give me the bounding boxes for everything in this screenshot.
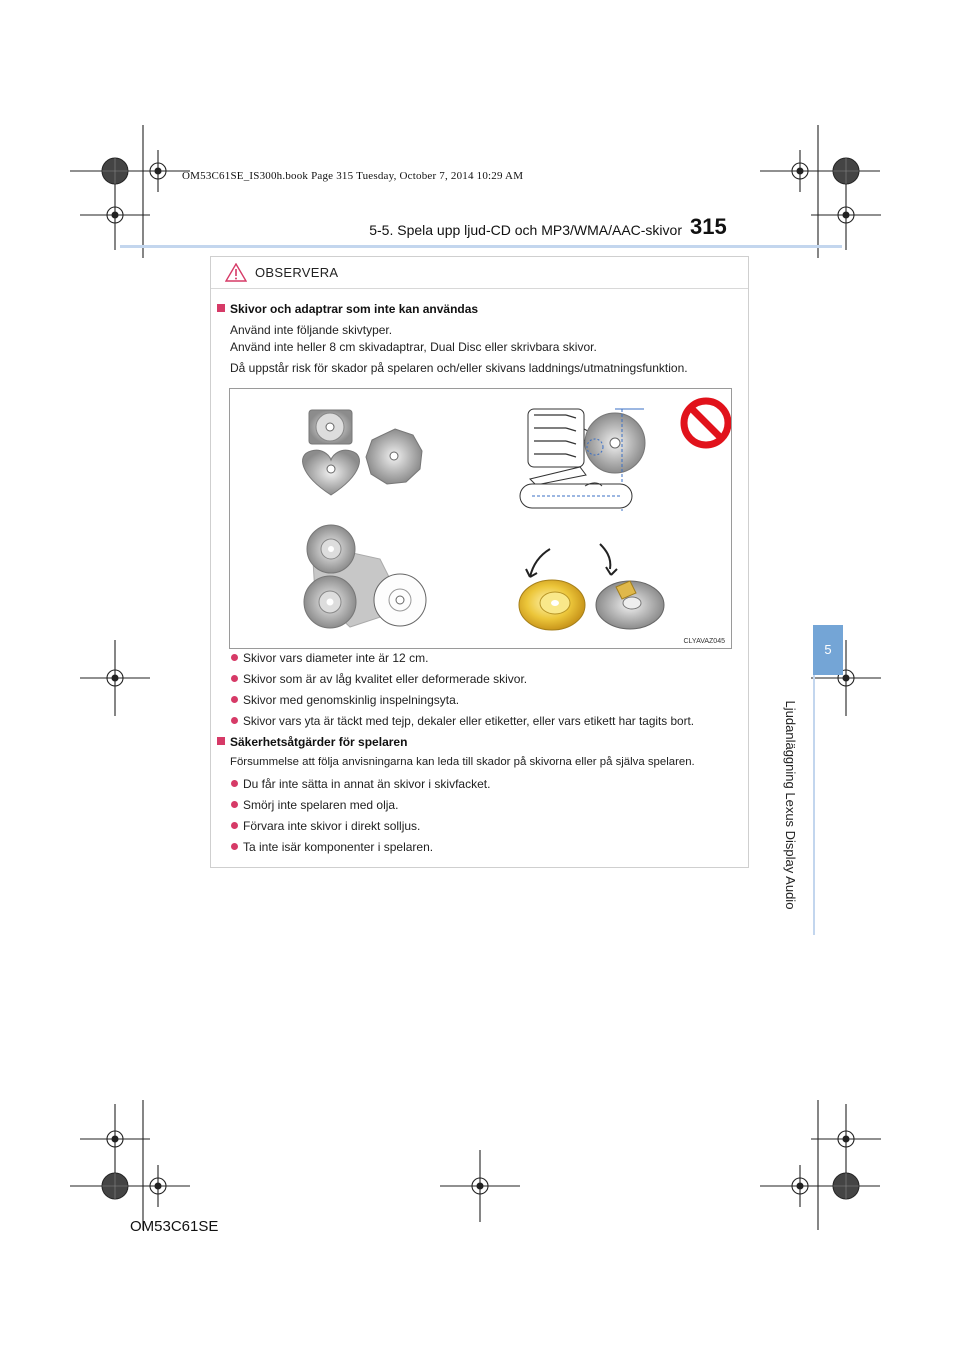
body-line: Använd inte följande skivtyper. bbox=[230, 323, 393, 337]
round-bullet-icon bbox=[231, 717, 238, 724]
bullet-text: Förvara inte skivor i direkt solljus. bbox=[243, 819, 421, 833]
adapter-discs-icon bbox=[304, 525, 426, 628]
bullet-item bbox=[231, 693, 459, 707]
bullet-item bbox=[231, 798, 398, 812]
bullet-item bbox=[231, 840, 433, 854]
bullet-text: Skivor vars yta är täckt med tejp, dekaler eller etiketter, eller vars etikett har tagits bort. bbox=[243, 714, 695, 728]
round-bullet-icon bbox=[231, 780, 238, 787]
chapter-tab: 5 bbox=[813, 625, 843, 675]
section-heading-text: Skivor och adaptrar som inte kan användas bbox=[230, 302, 479, 316]
bullet-text: Skivor med genomskinlig inspelningsyta. bbox=[243, 693, 460, 707]
bullet-item bbox=[231, 651, 428, 665]
footer-code: OM53C61SE bbox=[130, 1218, 219, 1235]
body-line: Försummelse att följa anvisningarna kan leda till skador på skivorna eller på själva spelaren. bbox=[230, 756, 695, 768]
square-bullet-icon bbox=[217, 304, 225, 312]
round-bullet-icon bbox=[231, 675, 238, 682]
section-heading bbox=[217, 735, 407, 749]
caution-box bbox=[210, 256, 749, 868]
section-heading-text: Säkerhetsåtgärder för spelaren bbox=[230, 735, 408, 749]
taped-disc-icon bbox=[596, 544, 664, 629]
section-heading bbox=[217, 302, 478, 316]
bullet-item bbox=[231, 714, 694, 728]
caution-header bbox=[211, 257, 748, 289]
bullet-item bbox=[231, 819, 420, 833]
prohibited-sign-icon bbox=[684, 401, 728, 445]
round-bullet-icon bbox=[231, 654, 238, 661]
polygon-disc-icon bbox=[366, 429, 422, 484]
bullet-text: Ta inte isär komponenter i spelaren. bbox=[243, 840, 434, 854]
heart-disc-icon bbox=[303, 450, 360, 495]
round-bullet-icon bbox=[231, 822, 238, 829]
warning-triangle-icon bbox=[225, 263, 247, 282]
print-info: OM53C61SE_IS300h.book Page 315 Tuesday, October 7, 2014 10:29 AM bbox=[182, 170, 524, 182]
round-bullet-icon bbox=[231, 843, 238, 850]
body-line: Använd inte heller 8 cm skivadaptrar, Dual Disc eller skrivbara skivor. bbox=[230, 340, 597, 354]
header-rule bbox=[120, 245, 842, 248]
page-number: 315 bbox=[690, 214, 727, 239]
bullet-text: Du får inte sätta in annat än skivor i skivfacket. bbox=[243, 777, 491, 791]
square-bullet-icon bbox=[217, 737, 225, 745]
bullet-item bbox=[231, 777, 490, 791]
figure-id: CLYAVAZ045 bbox=[683, 638, 725, 645]
bullet-item bbox=[231, 672, 527, 686]
round-bullet-icon bbox=[231, 696, 238, 703]
disc-illustration bbox=[230, 389, 732, 649]
bullet-text: Skivor som är av låg kvalitet eller deformerade skivor. bbox=[243, 672, 528, 686]
round-bullet-icon bbox=[231, 801, 238, 808]
bullet-text: Smörj inte spelaren med olja. bbox=[243, 798, 399, 812]
body-line: Då uppstår risk för skador på spelaren och/eller skivans laddnings/utmatningsfunktion. bbox=[230, 361, 688, 375]
disc-figure bbox=[229, 388, 732, 649]
section-title: 5-5. Spela upp ljud-CD och MP3/WMA/AAC-skivor bbox=[369, 222, 682, 238]
chapter-title: Ljudanläggning Lexus Display Audio bbox=[783, 700, 798, 910]
bullet-text: Skivor vars diameter inte är 12 cm. bbox=[243, 651, 429, 665]
caution-title: OBSERVERA bbox=[255, 265, 339, 280]
transparent-disc-icon bbox=[519, 549, 585, 630]
square-disc-icon bbox=[309, 410, 352, 444]
sidebar-rule bbox=[813, 675, 815, 935]
